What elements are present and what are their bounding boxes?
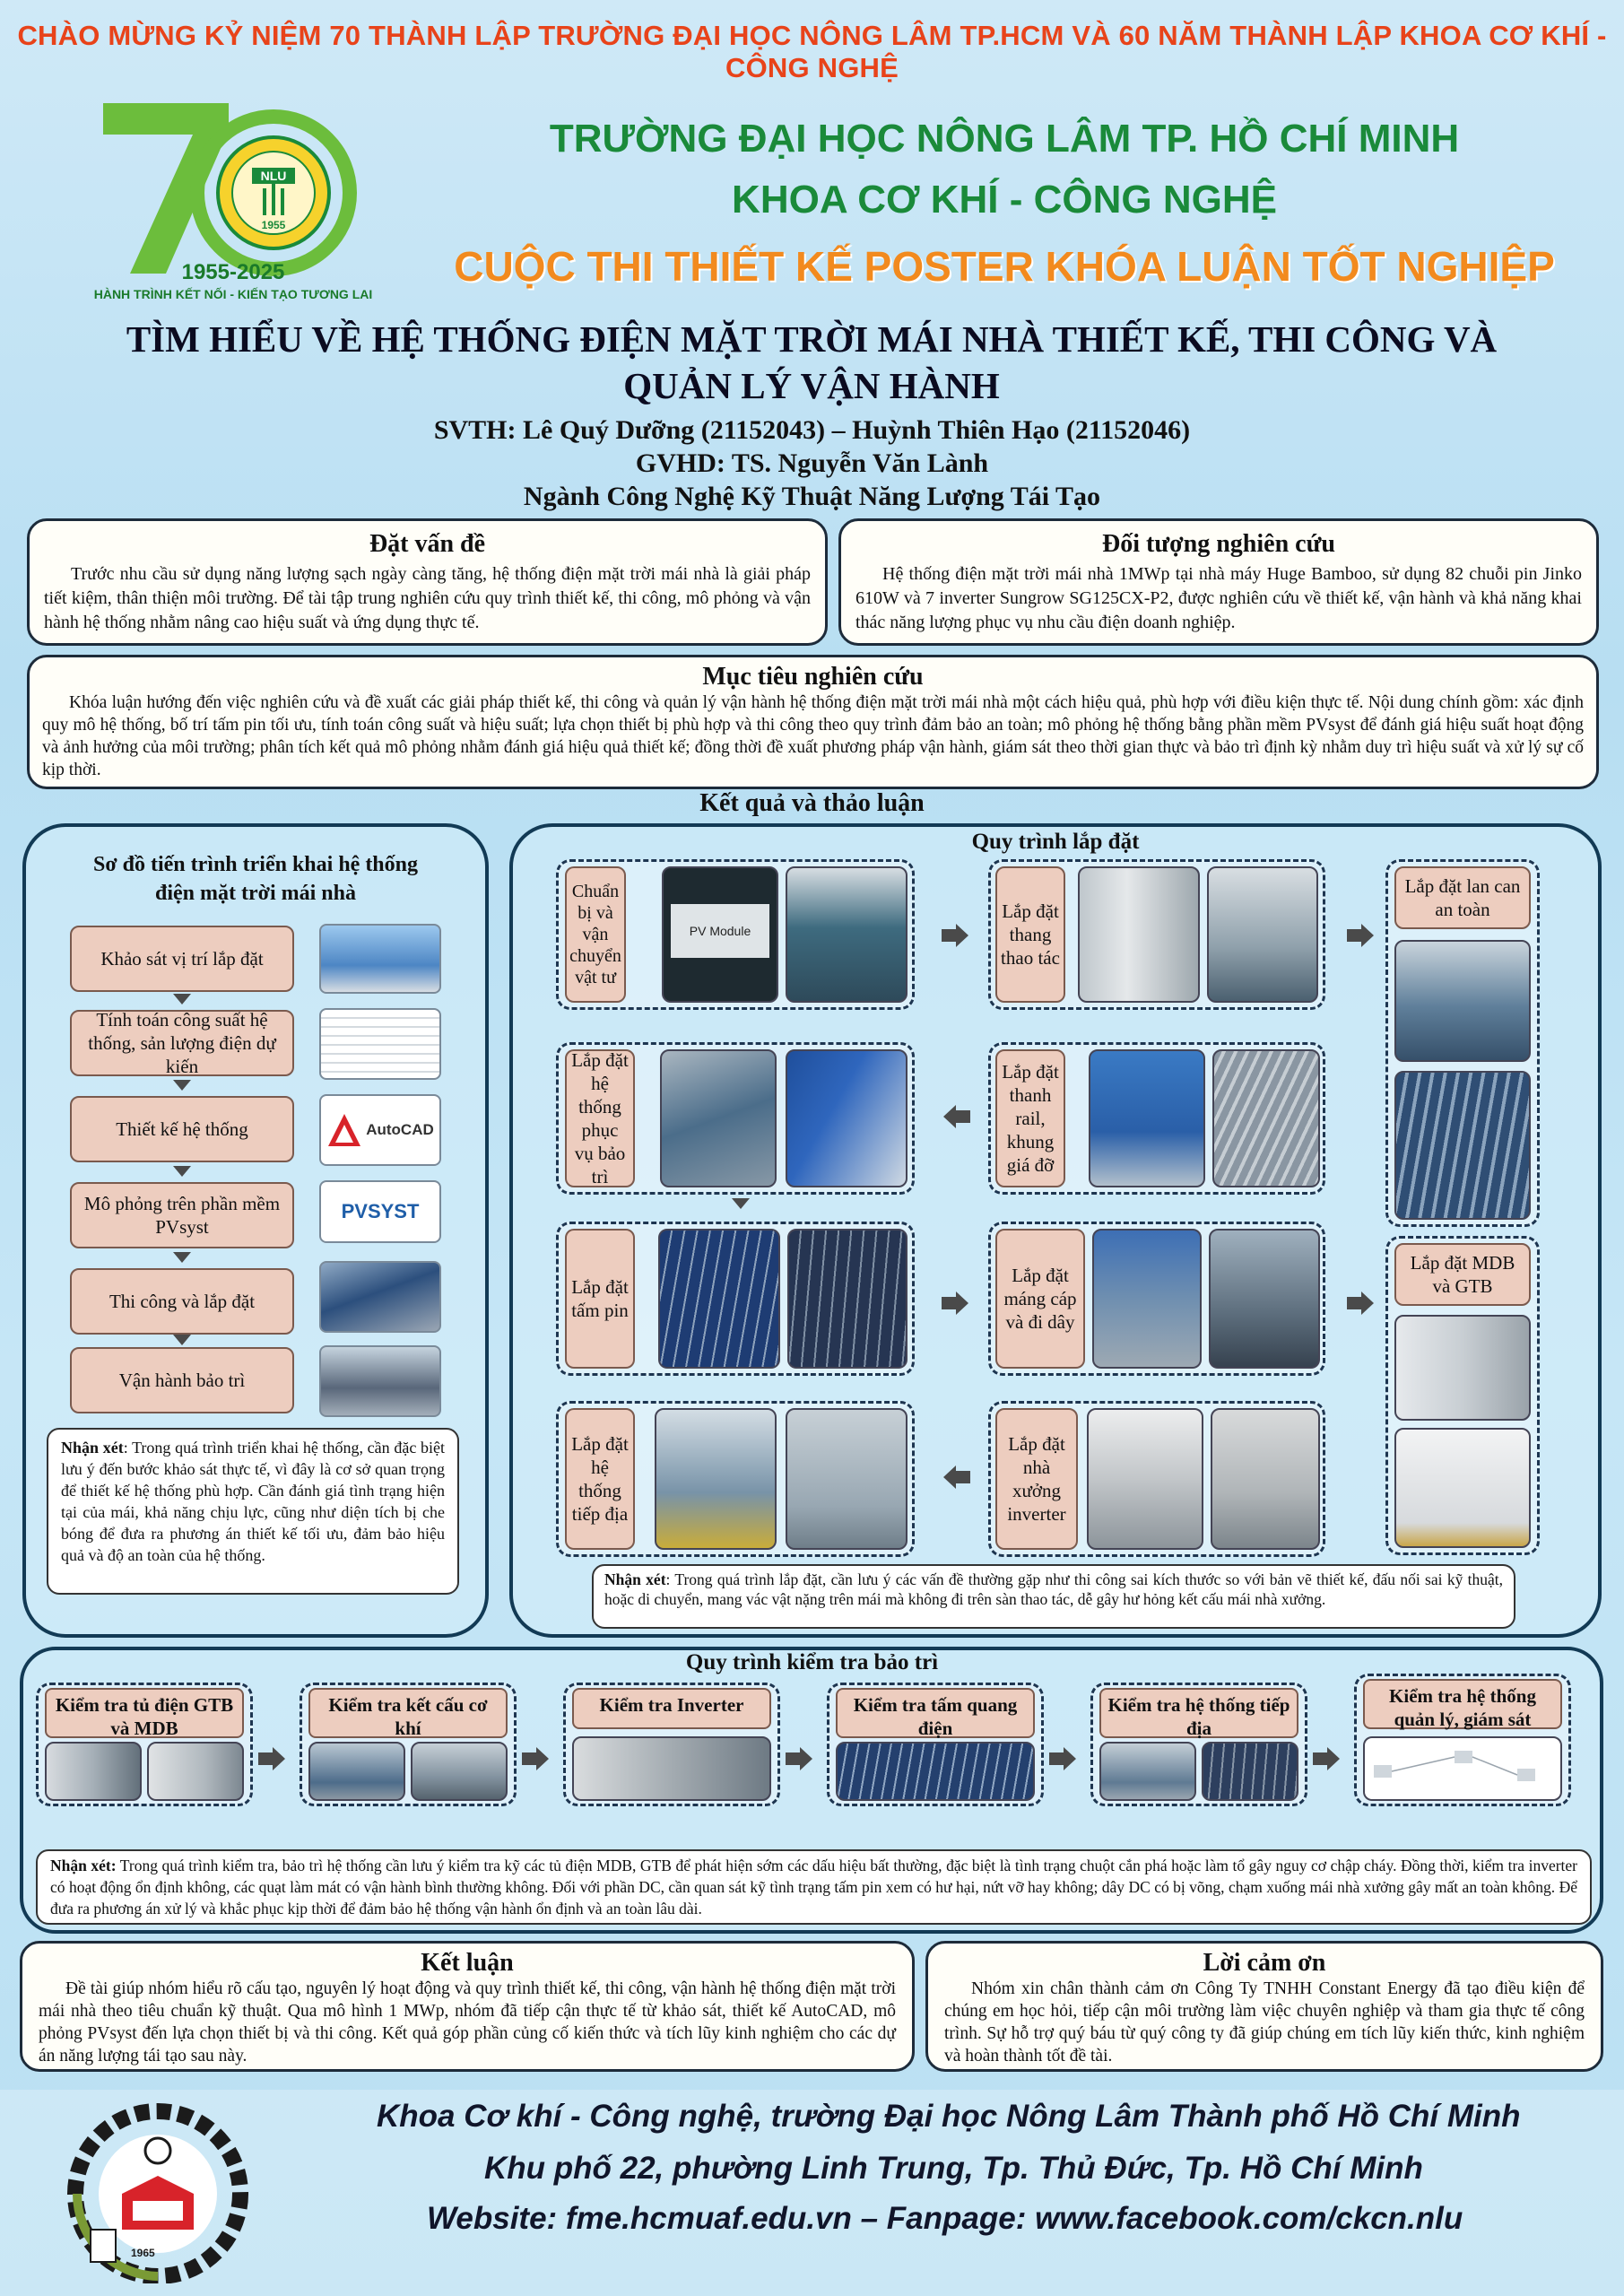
subject-title: Đối tượng nghiên cứu xyxy=(1102,530,1335,558)
cable-photo-1 xyxy=(1092,1229,1202,1369)
pvsyst-logo xyxy=(319,1180,441,1243)
faculty-logo-year: 1965 xyxy=(131,2247,155,2259)
grounding-photo-1 xyxy=(655,1408,777,1550)
maint-step-inverter: Kiểm tra Inverter xyxy=(572,1688,771,1729)
maint-step-grounding: Kiểm tra hệ thống tiếp địa xyxy=(1099,1688,1298,1738)
flow-arrow xyxy=(173,994,191,1004)
calculation-photo xyxy=(319,1008,441,1080)
maint-step-mechanical: Kiểm tra kết cấu cơ khí xyxy=(308,1688,508,1738)
arrow-right-icon xyxy=(258,1747,285,1770)
flow-step-survey: Khảo sát vị trí lắp đặt xyxy=(70,926,294,992)
cable-photo-2 xyxy=(1209,1229,1320,1369)
flow-note-text: : Trong quá trình triển khai hệ thống, cần đặc biệt lưu ý đến bước khảo sát thực tế, vì đây là cơ sở quan trọng để thiết kế hệ thống phù hợp. Cần đánh giá tình trạng hiện tại của mái, khả năng chịu lực, cũng như diện tích bị che bóng để đưa ra phương án thiết kế tối ưu, đảm bảo hiệu quả và độ an toàn của hệ thống. xyxy=(61,1439,445,1564)
students: SVTH: Lê Quý Dưỡng (21152043) – Huỳnh Thiên Hạo (21152046) xyxy=(433,415,1191,445)
pv-module-photo xyxy=(662,866,778,1003)
thanks-title: Lời cảm ơn xyxy=(1203,1949,1326,1977)
monitoring-dashboard xyxy=(1363,1736,1562,1801)
operation-photo xyxy=(319,1345,441,1417)
conclusion-title: Kết luận xyxy=(421,1949,514,1977)
flow-step-operate: Vận hành bảo trì xyxy=(70,1347,294,1413)
flow-step-calculate: Tính toán công suất hệ thống, sản lượng điện dự kiến xyxy=(70,1010,294,1076)
maint-step-monitoring: Kiểm tra hệ thống quản lý, giám sát xyxy=(1363,1679,1562,1729)
arrow-right-icon xyxy=(1049,1747,1076,1770)
install-note xyxy=(592,1564,1515,1629)
footer-line-3: Website: fme.hcmuaf.edu.vn – Fanpage: www.facebook.com/ckcn.nlu xyxy=(427,2201,1463,2236)
arrow-left-icon xyxy=(943,1105,970,1128)
mechanical-photo-1 xyxy=(308,1742,405,1801)
railing-photo-2 xyxy=(1394,1071,1531,1220)
major: Ngành Công Nghệ Kỹ Thuật Năng Lượng Tái Tạo xyxy=(523,482,1101,511)
survey-photo xyxy=(319,924,441,994)
install-step-prepare: Chuẩn bị và vận chuyển vật tư xyxy=(565,866,626,1003)
objective-title: Mục tiêu nghiên cứu xyxy=(702,663,924,691)
install-title: Quy trình lắp đặt xyxy=(971,830,1140,854)
arrow-right-icon xyxy=(942,924,968,947)
footer-line-2: Khu phố 22, phường Linh Trung, Tp. Thủ Đức, Tp. Hồ Chí Minh xyxy=(484,2151,1423,2186)
mdb-photo-1 xyxy=(1394,1315,1531,1421)
pv-module-text: PV Module xyxy=(671,904,769,958)
maintenance-note-text: Trong quá trình kiểm tra, bảo trì hệ thống cần lưu ý kiểm tra kỹ các tủ điện MDB, GTB để phát hiện sớm các dấu hiệu bất thường, đặc biệt là tình trạng chuột cắn phá hoặc làm tổ gây nguy cơ chập cháy. Đồng thời, kiểm tra inverter có hoạt động ổn định không, các quạt làm mát có vận hành bình thường không. Đối với phần DC, cần quan sát kỹ tình trạng tấm pin xem có hư hại, nứt vỡ hay không; dây DC có bị võng, chạm xuống mái nhà xưởng gây mất an toàn không. Để đưa ra phương án xử lý và khắc phục kịp thời để đảm bảo hệ thống vận hành ổn định và an toàn lâu dài. xyxy=(50,1857,1577,1918)
seal-text: NLU xyxy=(260,169,287,183)
maintenance-note xyxy=(36,1849,1592,1925)
title-line-1: TÌM HIỂU VỀ HỆ THỐNG ĐIỆN MẶT TRỜI MÁI NHÀ THIẾT KẾ, THI CÔNG VÀ xyxy=(126,318,1498,360)
logo-slogan: HÀNH TRÌNH KẾT NỐI - KIẾN TẠO TƯƠNG LAI xyxy=(93,287,373,301)
install-step-inverter: Lắp đặt nhà xưởng inverter xyxy=(995,1408,1078,1550)
maint-step-panels: Kiểm tra tấm quang điện xyxy=(836,1688,1035,1738)
rail-worker-photo xyxy=(1089,1049,1205,1187)
arrow-right-icon xyxy=(1347,1292,1374,1315)
walkway-photo xyxy=(660,1049,777,1187)
arrow-right-icon xyxy=(786,1747,812,1770)
subject-box xyxy=(838,518,1599,646)
cabinet-photo-2 xyxy=(147,1742,244,1801)
transport-photo xyxy=(786,866,908,1003)
maintenance-note-label: Nhận xét: xyxy=(50,1857,117,1874)
results-title: Kết quả và thảo luận xyxy=(699,789,925,817)
panels-photo-2 xyxy=(787,1229,908,1369)
walkway-roof-photo xyxy=(786,1049,908,1187)
thanks-text: Nhóm xin chân thành cảm ơn Công Ty TNHH Constant Energy đã tạo điều kiện để chúng em học hỏi, tiếp cận môi trường làm việc chuyên nghiệp và tham gia thực tế công trình. Sự hỗ trợ quý báu từ quý công ty đã giúp chúng em tích lũy kiến thức, kinh nghiệm và hoàn thành tốt đề tài. xyxy=(944,1979,1585,2066)
arrow-right-icon xyxy=(1313,1747,1340,1770)
arrow-left-icon xyxy=(943,1465,970,1489)
maintenance-title: Quy trình kiểm tra bảo trì xyxy=(685,1650,939,1674)
flow-note-label: Nhận xét xyxy=(61,1439,124,1457)
seal-year: 1955 xyxy=(261,219,286,231)
faculty-logo xyxy=(59,2095,265,2283)
mdb-photo-2 xyxy=(1394,1428,1531,1548)
pvsyst-label: PVSYST xyxy=(341,1200,420,1222)
grounding-check-photo-1 xyxy=(1099,1742,1196,1801)
install-step-mdb: Lắp đặt MDB và GTB xyxy=(1394,1243,1531,1306)
advisor: GVHD: TS. Nguyễn Văn Lành xyxy=(635,448,989,478)
subject-text: Hệ thống điện mặt trời mái nhà 1MWp tại nhà máy Huge Bamboo, sử dụng 82 chuỗi pin Jinko 610W và 7 inverter Sungrow SG125CX-P2, được nghiên cứu về thiết kế, vận hành và khả năng khai thác năng lượng phục vụ nhu cầu điện doanh nghiệp. xyxy=(855,564,1582,632)
objective-text: Khóa luận hướng đến việc nghiên cứu và đề xuất các giải pháp thiết kế, thi công và quản lý vận hành hệ thống điện mặt trời mái nhà một cách hiệu quả, phù hợp với điều kiện thực tế. Nội dung chính gồm: xác định quy mô hệ thống, bố trí tấm pin tối ưu, tính toán công suất và hiệu suất; lựa chọn thiết bị phù hợp và thi công theo quy trình đảm bảo an toàn; mô phỏng hệ thống bằng phần mềm PVsyst để đánh giá hiệu suất hoạt động và ảnh hưởng của môi trường; phân tích kết quả mô phỏng nhằm đánh giá hiệu quả thiết kế; đồng thời đề xuất phương pháp vận hành, giám sát theo thời gian thực và bảo trì định kỳ nhằm duy trì hiệu suất và xử lý sự cố kịp thời. xyxy=(42,693,1584,779)
arrow-right-icon xyxy=(942,1292,968,1315)
flow-step-design: Thiết kế hệ thống xyxy=(70,1096,294,1162)
construction-photo xyxy=(319,1261,441,1333)
install-step-rail: Lắp đặt thanh rail, khung giá đỡ xyxy=(995,1049,1065,1187)
maint-step-cabinet: Kiểm tra tủ điện GTB và MDB xyxy=(45,1688,244,1738)
install-step-ladder: Lắp đặt thang thao tác xyxy=(995,866,1065,1003)
cabinet-photo-1 xyxy=(45,1742,142,1801)
flow-arrow xyxy=(173,1166,191,1177)
flow-arrow xyxy=(173,1252,191,1263)
conclusion-box xyxy=(20,1941,915,2072)
flow-arrow xyxy=(173,1080,191,1091)
autocad-icon xyxy=(326,1112,362,1148)
install-step-grounding: Lắp đặt hệ thống tiếp địa xyxy=(565,1408,635,1550)
banner: CHÀO MỪNG KỶ NIỆM 70 THÀNH LẬP TRƯỜNG ĐẠI HỌC NÔNG LÂM TP.HCM VÀ 60 NĂM THÀNH LẬP KHOA CƠ KHÍ - CÔNG NGHỆ xyxy=(17,20,1607,83)
ladder-photo xyxy=(1078,866,1200,1003)
footer-line-1: Khoa Cơ khí - Công nghệ, trường Đại học Nông Lâm Thành phố Hồ Chí Minh xyxy=(377,2099,1521,2134)
ladder-worker-photo xyxy=(1207,866,1318,1003)
install-step-railing: Lắp đặt lan can an toàn xyxy=(1394,866,1531,929)
rail-frame-photo xyxy=(1212,1049,1320,1187)
problem-box xyxy=(27,518,828,646)
title-line-2: QUẢN LÝ VẬN HÀNH xyxy=(623,365,1000,406)
faculty-name: KHOA CƠ KHÍ - CÔNG NGHỆ xyxy=(732,178,1277,222)
autocad-label: AutoCAD xyxy=(366,1121,434,1138)
install-note-text: : Trong quá trình lắp đặt, cần lưu ý các vấn đề thường gặp như thi công sai kích thước so với bản vẽ thiết kế, đấu nối sai kỹ thuật, hoặc di chuyển, mang vác vật nặng trên mái mà không đi trên sàn thao tác, dễ gây hư hỏng kết cấu mái nhà xưởng. xyxy=(604,1570,1504,1608)
thanks-box xyxy=(925,1941,1603,2072)
arrow-right-icon xyxy=(1347,924,1374,947)
inverter-photo-1 xyxy=(1087,1408,1203,1550)
objective-box xyxy=(27,655,1599,789)
install-note-label: Nhận xét xyxy=(604,1570,666,1588)
flow-step-construct: Thi công và lắp đặt xyxy=(70,1268,294,1335)
panels-photo-1 xyxy=(658,1229,780,1369)
install-step-cable: Lắp đặt máng cáp và đi dây xyxy=(995,1229,1085,1369)
autocad-logo xyxy=(319,1094,441,1166)
flow-title: Sơ đồ tiến trình triển khai hệ thống điện mặt trời mái nhà xyxy=(92,853,418,905)
install-step-panels: Lắp đặt tấm pin xyxy=(565,1229,635,1369)
panel-check-photo xyxy=(836,1742,1035,1801)
university-name: TRƯỜNG ĐẠI HỌC NÔNG LÂM TP. HỒ CHÍ MINH xyxy=(549,117,1460,161)
arrow-right-icon xyxy=(522,1747,549,1770)
logo-years: 1955-2025 xyxy=(181,260,285,284)
grounding-photo-2 xyxy=(786,1408,908,1550)
poster-title xyxy=(72,316,1551,409)
mechanical-photo-2 xyxy=(411,1742,508,1801)
grounding-check-photo-2 xyxy=(1202,1742,1298,1801)
conclusion-text: Đề tài giúp nhóm hiểu rõ cấu tạo, nguyên lý hoạt động và quy trình thiết kế, thi công, vận hành hệ thống điện mặt trời mái nhà theo tiêu chuẩn kỹ thuật. Qua mô hình 1 MWp, nhóm đã tiếp cận thực tế từ khảo sát, thiết kế AutoCAD, mô phỏng PVsyst đến lựa chọn thiết bị và thi công. Kết quả góp phần củng cố kiến thức và tích lũy kinh nghiệm cho các dự án năng lượng tái tạo sau này. xyxy=(39,1979,896,2066)
railing-photo-1 xyxy=(1394,940,1531,1062)
flow-step-simulate: Mô phỏng trên phần mềm PVsyst xyxy=(70,1182,294,1248)
flow-arrow xyxy=(732,1198,750,1209)
contest-name: CUỘC THI THIẾT KẾ POSTER KHÓA LUẬN TỐT NGHIỆP xyxy=(454,243,1555,290)
problem-title: Đặt vấn đề xyxy=(369,530,486,558)
problem-text: Trước nhu cầu sử dụng năng lượng sạch ngày càng tăng, hệ thống điện mặt trời mái nhà là giải pháp tiết kiệm, thân thiện môi trường. Để tài tập trung nghiên cứu quy trình thiết kế, thi công, mô phỏng và vận hành hệ thống nhằm nâng cao hiệu suất và ứng dụng thực tế. xyxy=(44,564,811,632)
install-step-maintenance: Lắp đặt hệ thống phục vụ bảo trì xyxy=(565,1049,635,1187)
flow-note xyxy=(47,1428,459,1595)
inverter-photo-2 xyxy=(1211,1408,1320,1550)
flow-arrow xyxy=(173,1335,191,1345)
inverter-check-photo xyxy=(572,1736,771,1801)
